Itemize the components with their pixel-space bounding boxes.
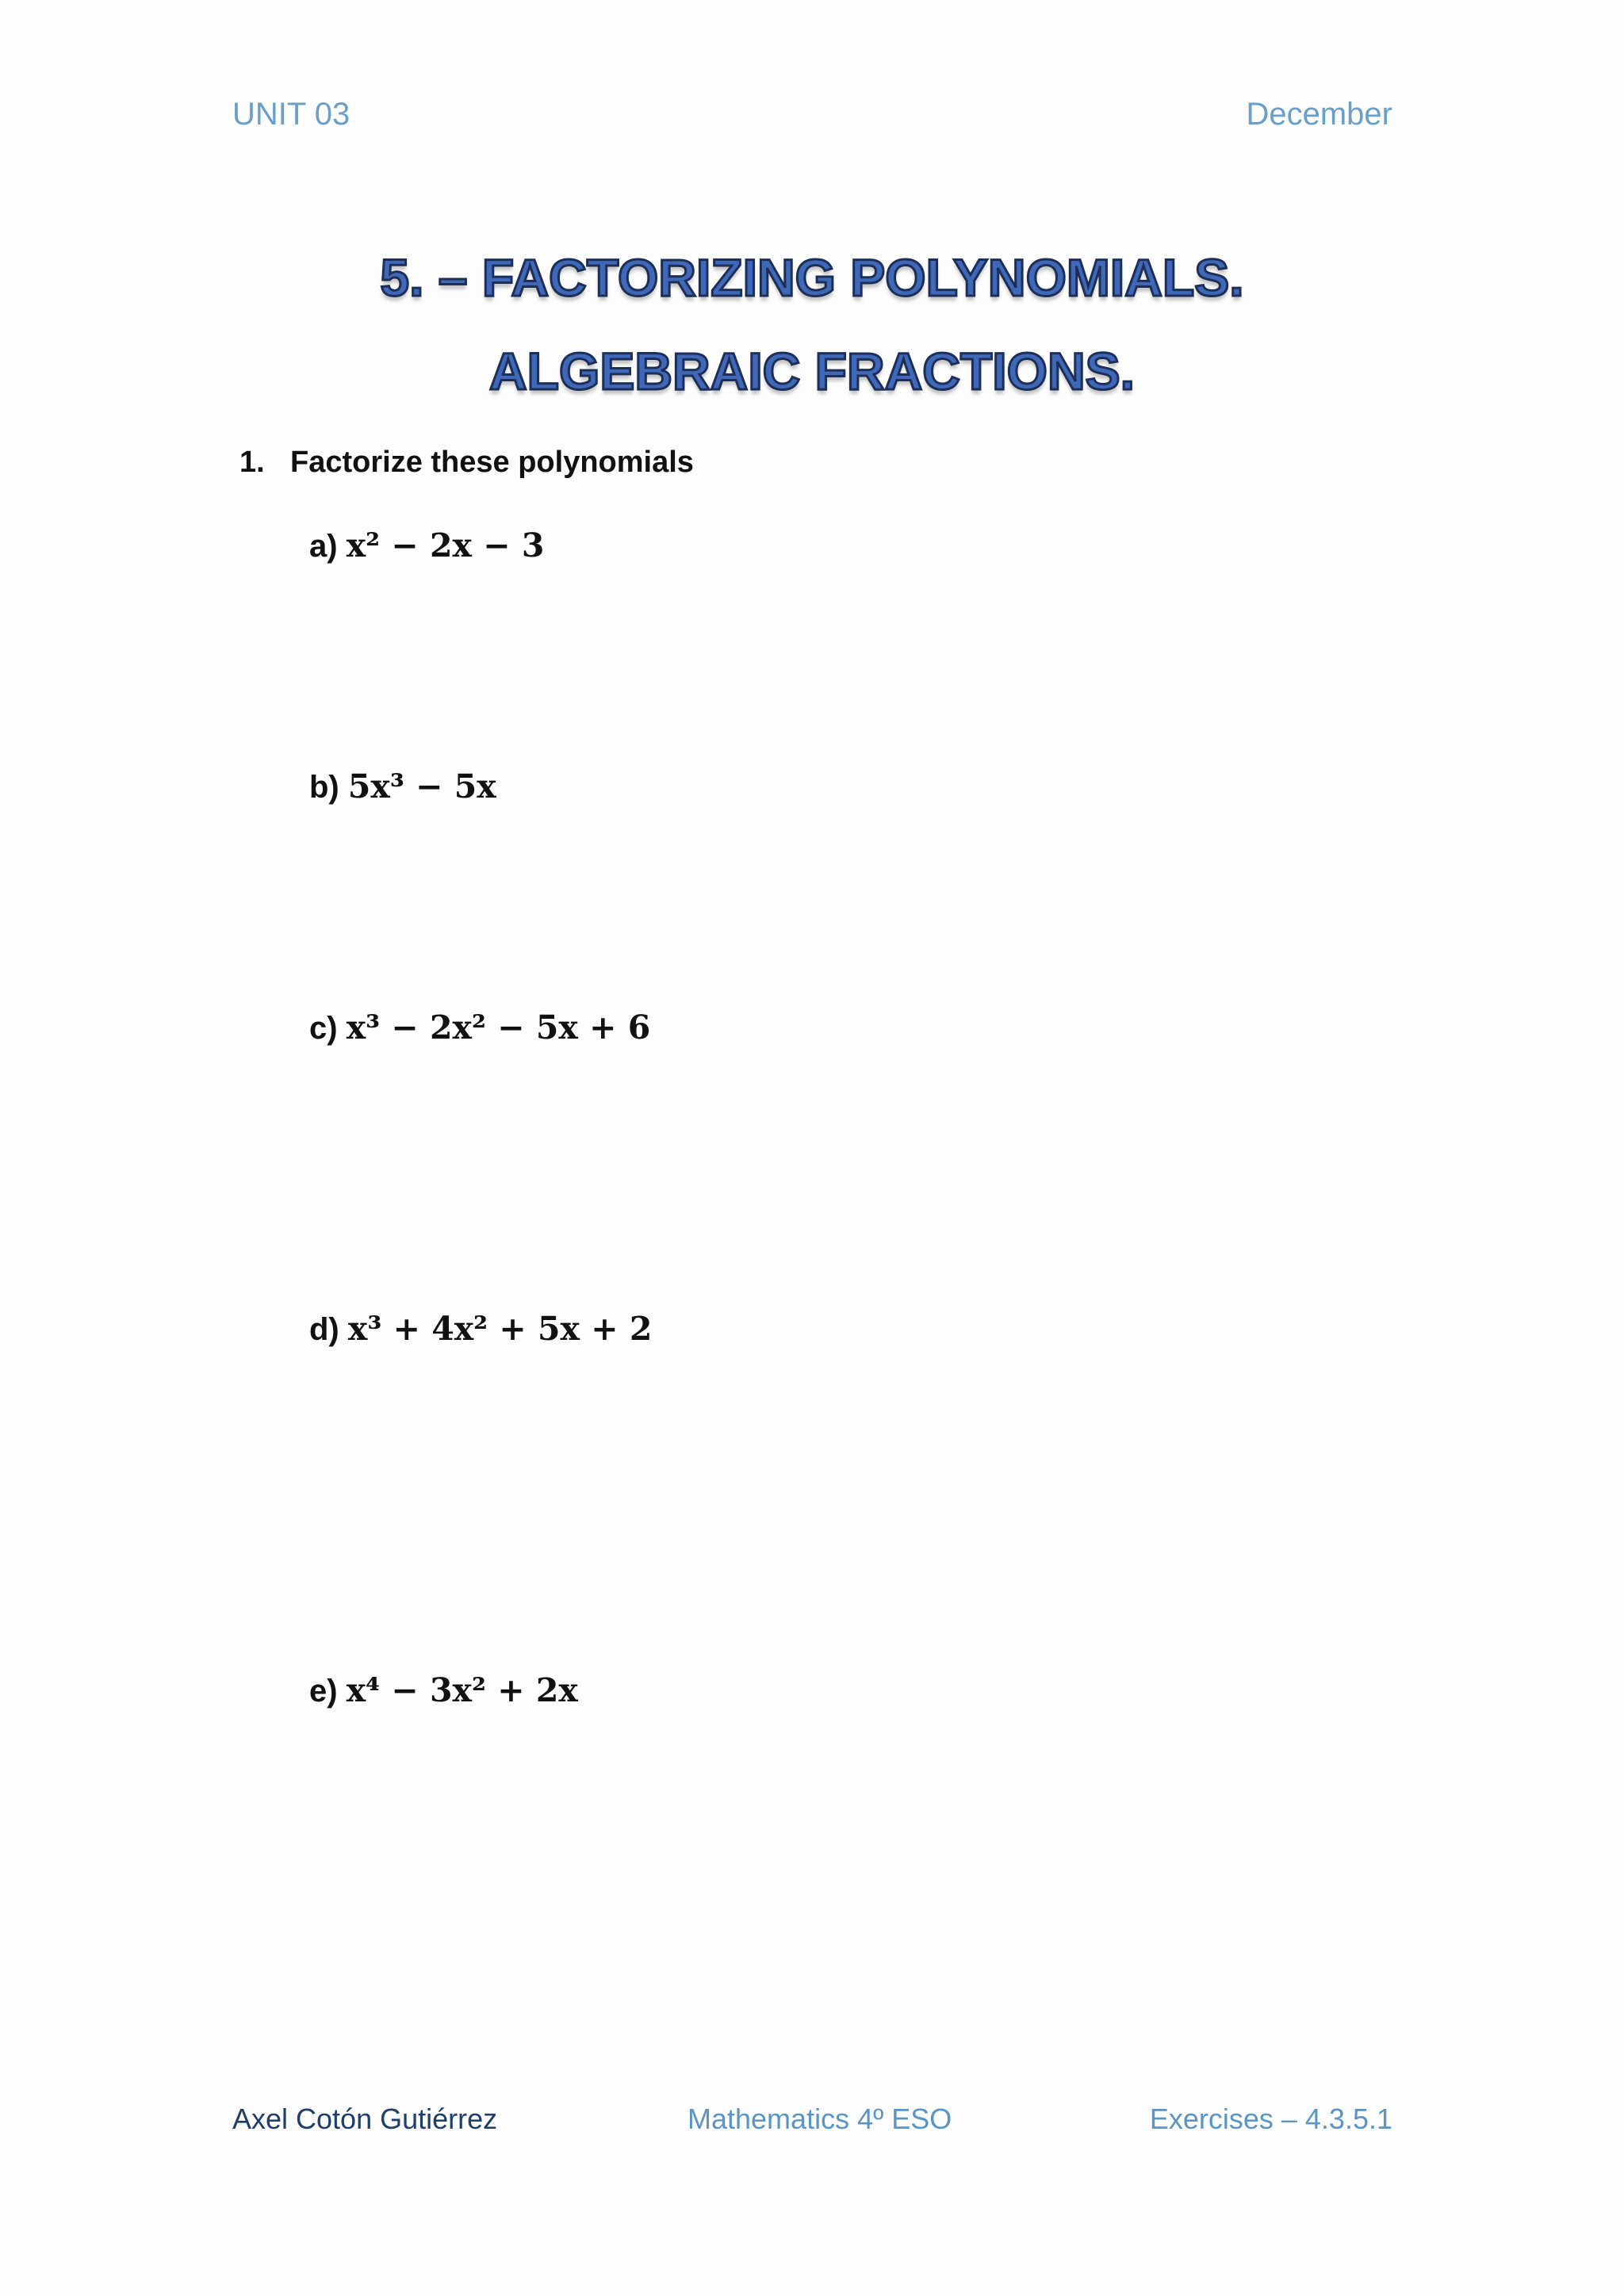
item-expression: x³ + 4x² + 5x + 2: [347, 1310, 653, 1348]
header-month: December: [1246, 97, 1392, 132]
exercise-number: 1.: [239, 446, 265, 479]
exercise-item-d: [309, 1310, 652, 1348]
footer-author: Axel Cotón Gutiérrez: [232, 2103, 498, 2135]
footer-reference: Exercises – 4.3.5.1: [1149, 2103, 1392, 2135]
item-label: c): [309, 1011, 338, 1046]
exercise-heading: [239, 446, 694, 480]
item-expression: 5x³ − 5x: [347, 767, 496, 806]
item-label: b): [309, 770, 339, 805]
exercise-item-b: [309, 767, 496, 806]
exercise-item-a: [309, 526, 544, 564]
footer-course: Mathematics 4º ESO: [688, 2103, 952, 2135]
item-expression: x⁴ − 3x² + 2x: [346, 1671, 578, 1709]
item-label: d): [309, 1312, 339, 1347]
exercise-item-e: [309, 1671, 578, 1709]
page-title-line-1: 5. – FACTORIZING POLYNOMIALS.: [380, 248, 1244, 307]
header-unit: UNIT 03: [232, 97, 350, 132]
item-label: e): [309, 1674, 338, 1709]
exercise-instruction: Factorize these polynomials: [290, 446, 694, 479]
page-title-line-2: ALGEBRAIC FRACTIONS.: [489, 342, 1135, 400]
item-expression: x² − 2x − 3: [346, 526, 545, 564]
item-expression: x³ − 2x² − 5x + 6: [346, 1008, 651, 1047]
exercise-item-c: [309, 1008, 650, 1047]
item-label: a): [309, 529, 338, 564]
